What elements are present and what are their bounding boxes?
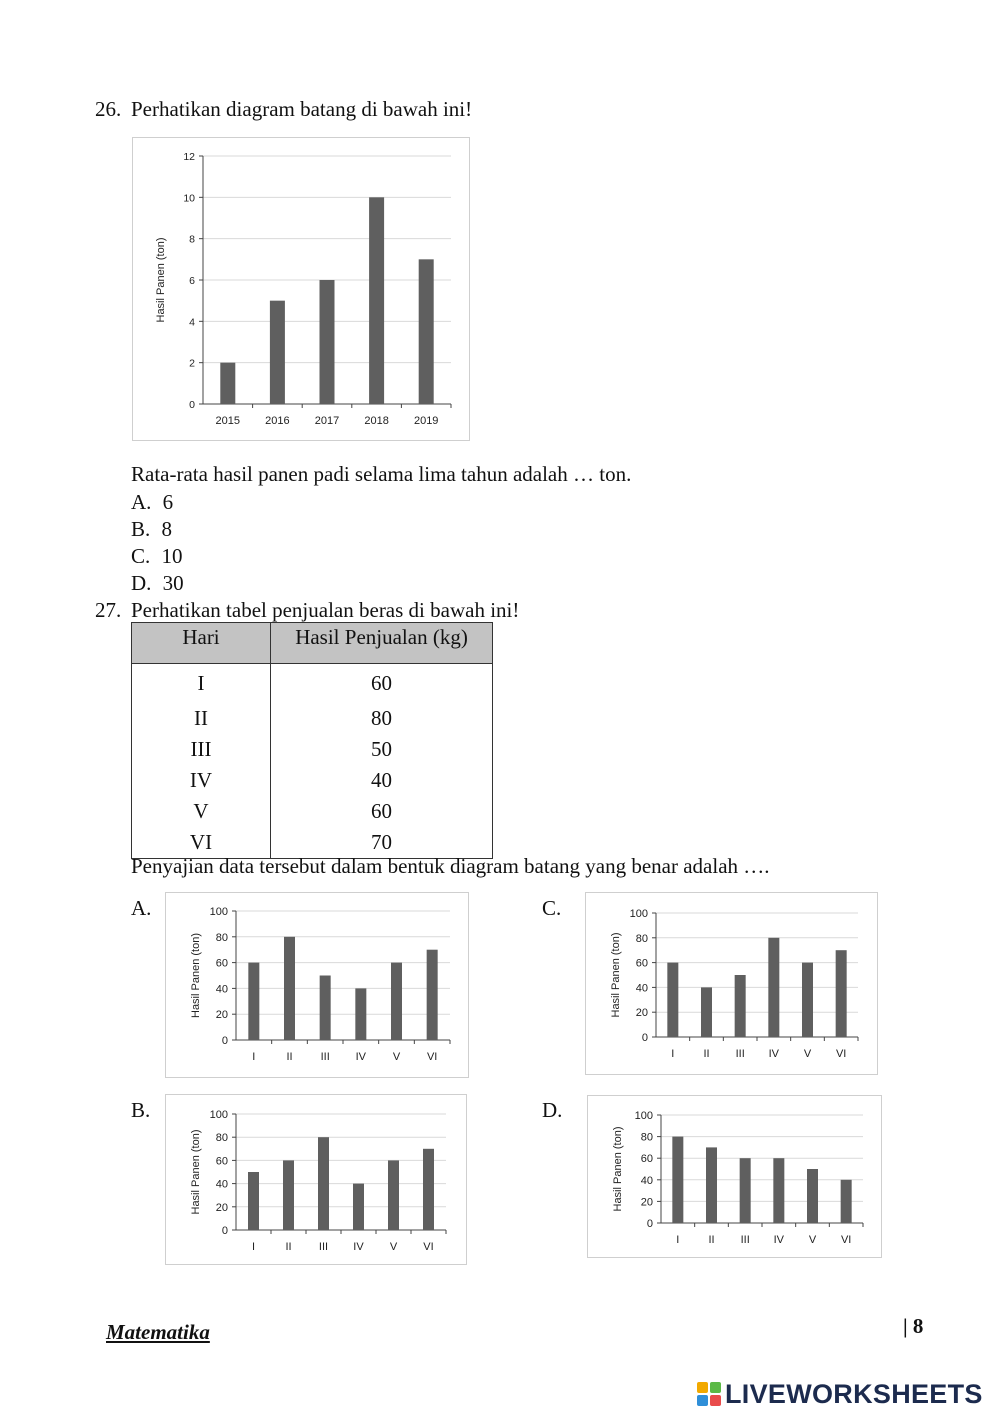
- x-tick-label: IV: [773, 1234, 785, 1246]
- option-letter: A.: [131, 490, 152, 514]
- bar-2018: [369, 197, 384, 404]
- x-tick-label: 2017: [314, 415, 340, 427]
- x-tick-label: VI: [426, 1051, 438, 1063]
- y-tick-label: 0: [641, 1032, 648, 1044]
- y-tick-label: 100: [209, 906, 228, 918]
- bar-III: [740, 1158, 751, 1223]
- bar-V: [391, 963, 402, 1040]
- q26-number: 26.: [95, 97, 122, 121]
- y-axis-label: Hasil Panen (ton): [190, 1129, 202, 1215]
- x-tick-label: IV: [355, 1051, 367, 1063]
- y-tick-label: 20: [635, 1007, 648, 1020]
- y-tick-label: 100: [629, 908, 648, 920]
- x-tick-label: VI: [835, 1048, 847, 1060]
- bar-2016: [270, 301, 285, 404]
- y-tick-label: 60: [215, 957, 228, 970]
- option-b-chart-svg: [166, 1095, 466, 1264]
- table-cell-day: III: [132, 734, 271, 765]
- table-header-hasil: Hasil Penjualan (kg): [271, 623, 493, 664]
- x-tick-label: V: [808, 1234, 817, 1246]
- table-header-hari: Hari: [132, 623, 271, 664]
- bar-2015: [220, 363, 235, 404]
- table-cell-value: 40: [271, 765, 493, 796]
- x-tick-label: V: [392, 1051, 401, 1063]
- table-cell-day: IV: [132, 765, 271, 796]
- option-a-chart-svg: [166, 893, 468, 1077]
- table-cell-day: VI: [132, 827, 271, 859]
- x-tick-label: III: [740, 1234, 750, 1246]
- x-tick-label: I: [252, 1051, 256, 1063]
- y-tick-label: 0: [189, 399, 195, 411]
- x-tick-label: I: [676, 1234, 680, 1246]
- y-tick-label: 100: [634, 1110, 653, 1122]
- bar-IV: [353, 1184, 364, 1230]
- liveworksheets-logo-icon: [697, 1382, 721, 1406]
- bar-IV: [773, 1158, 784, 1223]
- option-text: 8: [161, 517, 173, 541]
- y-tick-label: 20: [215, 1009, 228, 1022]
- footer-subject: Matematika: [106, 1320, 210, 1344]
- y-tick-label: 2: [189, 357, 195, 370]
- y-tick-label: 60: [635, 957, 648, 970]
- q26-chart: [132, 137, 470, 441]
- bar-VI: [836, 950, 847, 1037]
- q26-option-b[interactable]: [131, 517, 172, 541]
- q26-option-d[interactable]: [131, 571, 184, 595]
- q27-question: Penyajian data tersebut dalam bentuk diagram batang yang benar adalah ….: [131, 854, 770, 878]
- bar-III: [320, 976, 331, 1041]
- x-tick-label: 2015: [215, 415, 241, 427]
- table-cell-value: 60: [271, 664, 493, 703]
- y-tick-label: 40: [215, 1178, 228, 1191]
- table-cell-value: 70: [271, 827, 493, 859]
- table-row: [132, 796, 493, 827]
- table-cell-day: V: [132, 796, 271, 827]
- table-cell-value: 60: [271, 796, 493, 827]
- x-tick-label: V: [803, 1048, 812, 1060]
- bar-I: [667, 963, 678, 1037]
- bar-V: [802, 963, 813, 1037]
- bar-V: [388, 1160, 399, 1230]
- page-number: | 8: [903, 1314, 924, 1338]
- bar-IV: [355, 988, 366, 1040]
- x-tick-label: V: [389, 1241, 398, 1253]
- option-b-chart[interactable]: [165, 1094, 467, 1265]
- y-tick-label: 0: [221, 1035, 228, 1047]
- y-tick-label: 80: [215, 931, 228, 944]
- y-tick-label: 40: [640, 1174, 653, 1187]
- y-tick-label: 4: [189, 316, 195, 329]
- q26-question: Rata-rata hasil panen padi selama lima tahun adalah … ton.: [131, 462, 632, 486]
- bar-VI: [841, 1180, 852, 1223]
- bar-II: [701, 987, 712, 1037]
- q26-chart-svg: [133, 138, 469, 440]
- option-text: 10: [161, 544, 183, 568]
- table-header-row: [132, 623, 493, 664]
- option-letter: B.: [131, 517, 151, 541]
- x-tick-label: 2019: [413, 415, 439, 427]
- bar-III: [735, 975, 746, 1037]
- bar-VI: [423, 1149, 434, 1230]
- q26-option-c[interactable]: [131, 544, 183, 568]
- x-tick-label: I: [671, 1048, 675, 1060]
- x-tick-label: 2018: [364, 415, 389, 427]
- q27-prompt: Perhatikan tabel penjualan beras di bawah ini!: [131, 598, 520, 622]
- bar-2019: [419, 259, 434, 404]
- x-tick-label: II: [286, 1051, 293, 1063]
- y-axis-label: Hasil Panen (ton): [610, 932, 622, 1018]
- table-row: [132, 765, 493, 796]
- bar-I: [672, 1137, 683, 1223]
- y-axis-label: Hasil Panen (ton): [155, 237, 167, 323]
- q26-prompt: Perhatikan diagram batang di bawah ini!: [131, 97, 473, 121]
- x-tick-label: I: [251, 1241, 256, 1253]
- bar-I: [248, 963, 259, 1040]
- y-tick-label: 8: [189, 233, 195, 246]
- option-a-chart[interactable]: [165, 892, 469, 1078]
- table-row: [132, 703, 493, 734]
- bar-VI: [427, 950, 438, 1040]
- x-tick-label: III: [735, 1048, 745, 1060]
- x-tick-label: VI: [423, 1241, 434, 1253]
- y-tick-label: 80: [635, 932, 648, 945]
- option-c-chart[interactable]: [585, 892, 878, 1075]
- sales-table: [131, 622, 493, 859]
- table-cell-day: I: [132, 664, 271, 703]
- x-tick-label: VI: [840, 1234, 852, 1246]
- y-tick-label: 80: [215, 1132, 228, 1145]
- option-c-chart-svg: [586, 893, 877, 1074]
- bar-I: [248, 1172, 259, 1230]
- bar-III: [318, 1137, 329, 1230]
- y-tick-label: 60: [215, 1155, 228, 1168]
- table-row: [132, 664, 493, 703]
- bar-II: [284, 937, 295, 1040]
- y-tick-label: 40: [215, 983, 228, 996]
- q27-option-a-letter[interactable]: A.: [131, 896, 152, 920]
- table-cell-day: II: [132, 703, 271, 734]
- q26-option-a[interactable]: [131, 490, 173, 514]
- y-tick-label: 0: [646, 1218, 653, 1230]
- x-tick-label: III: [318, 1241, 329, 1253]
- q27-option-b-letter[interactable]: B.: [131, 1098, 151, 1122]
- y-tick-label: 20: [215, 1201, 228, 1214]
- option-text: 30: [162, 571, 184, 595]
- q27-option-c-letter[interactable]: C.: [542, 896, 562, 920]
- x-tick-label: II: [285, 1241, 292, 1253]
- table-row: [132, 734, 493, 765]
- liveworksheets-wordmark: LIVEWORKSHEETS: [725, 1378, 983, 1409]
- y-tick-label: 60: [640, 1153, 653, 1166]
- option-d-chart[interactable]: [587, 1095, 882, 1258]
- liveworksheets-logo[interactable]: [697, 1378, 983, 1410]
- x-tick-label: III: [320, 1051, 330, 1063]
- option-d-chart-svg: [588, 1096, 881, 1257]
- q27-option-d-letter[interactable]: D.: [542, 1098, 563, 1122]
- x-tick-label: IV: [768, 1048, 780, 1060]
- y-tick-label: 20: [640, 1196, 653, 1209]
- bar-II: [706, 1147, 717, 1223]
- table-cell-value: 80: [271, 703, 493, 734]
- y-axis-label: Hasil Panen (ton): [612, 1126, 624, 1212]
- x-tick-label: 2016: [265, 415, 290, 427]
- x-tick-label: II: [703, 1048, 710, 1060]
- bar-2017: [320, 280, 335, 404]
- y-tick-label: 10: [183, 192, 195, 205]
- y-tick-label: 40: [635, 982, 648, 995]
- y-axis-label: Hasil Panen (ton): [190, 933, 202, 1018]
- bar-IV: [768, 938, 779, 1037]
- y-tick-label: 80: [640, 1131, 653, 1144]
- y-tick-label: 100: [209, 1109, 228, 1121]
- y-tick-label: 12: [183, 151, 195, 163]
- option-letter: D.: [131, 571, 152, 595]
- bar-II: [283, 1160, 294, 1230]
- x-tick-label: IV: [353, 1241, 364, 1253]
- option-text: 6: [162, 490, 174, 514]
- option-letter: C.: [131, 544, 151, 568]
- y-tick-label: 6: [189, 275, 195, 287]
- q27-number: 27.: [95, 598, 122, 622]
- x-tick-label: II: [708, 1234, 715, 1246]
- bar-V: [807, 1169, 818, 1223]
- y-tick-label: 0: [221, 1225, 228, 1237]
- table-cell-value: 50: [271, 734, 493, 765]
